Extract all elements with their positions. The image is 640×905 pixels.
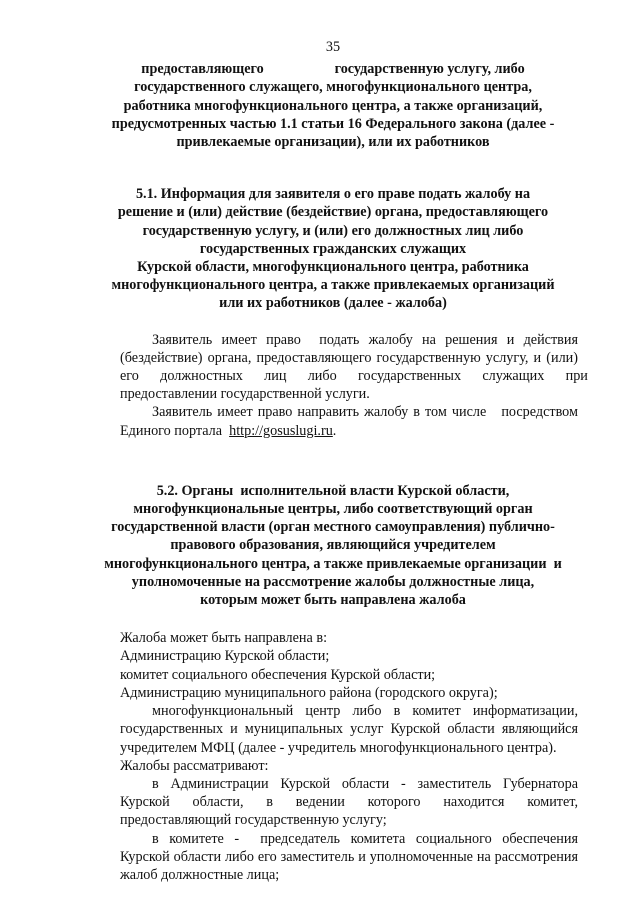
text-line: Заявитель имеет право подать жалобу на решения и действия bbox=[152, 331, 578, 348]
paragraph-administration bbox=[88, 775, 578, 830]
text-line: государственных и муниципальных услуг Курской области являющийся bbox=[120, 721, 578, 738]
heading-line: предусмотренных частью 1.1 статьи 16 Федерального закона (далее - bbox=[111, 115, 555, 132]
text-line: Жалоба может быть направлена в: bbox=[120, 630, 328, 647]
text-line: комитет социального обеспечения Курской области; bbox=[120, 666, 436, 683]
heading-line: государственных гражданских служащих bbox=[199, 240, 467, 257]
page-number: 35 bbox=[325, 39, 341, 55]
text-line: учредителем МФЦ (далее - учредитель многофункционального центра). bbox=[120, 739, 557, 756]
heading-line: Курской области, многофункционального центра, работника bbox=[137, 259, 529, 276]
heading-line: решение и (или) действие (бездействие) органа, предоставляющего bbox=[117, 204, 549, 221]
section-5-1-heading bbox=[88, 185, 578, 312]
portal-suffix: . bbox=[332, 422, 337, 439]
text-line: предоставлении государственной услуги. bbox=[120, 386, 370, 403]
section-5-1-body bbox=[88, 331, 588, 440]
heading-line: государственного служащего, многофункционального центра, bbox=[134, 79, 532, 96]
text-line: предоставляющий государственную услугу; bbox=[120, 812, 387, 829]
text-line: Заявитель имеет право направить жалобу в том числе посредством bbox=[152, 404, 578, 421]
heading-line: предоставляющего государственную услугу, либо bbox=[141, 61, 525, 78]
paragraph-committee bbox=[88, 830, 578, 885]
text-line: в Администрации Курской области - заместитель Губернатора bbox=[152, 775, 578, 792]
heading-line: привлекаемые организации), или их работников bbox=[176, 134, 490, 151]
text-line: жалоб должностные лица; bbox=[120, 866, 280, 883]
heading-line: государственной власти (орган местного самоуправления) публично- bbox=[111, 519, 555, 536]
text-line: Курской области, в ведении которого находится комитет, bbox=[120, 794, 578, 811]
section-5-2-heading bbox=[88, 482, 578, 609]
heading-line: 5.2. Органы исполнительной власти Курской области, bbox=[156, 482, 510, 499]
heading-line: многофункционального центра, а также привлекаемых организаций bbox=[111, 277, 555, 294]
portal-prefix: Единого портала bbox=[120, 422, 230, 439]
heading-line: или их работников (далее - жалоба) bbox=[219, 295, 447, 312]
heading-line: работника многофункционального центра, а также организаций, bbox=[123, 97, 543, 114]
heading-line: многофункционального центра, а также привлекаемые организации и bbox=[104, 555, 562, 572]
paragraph-right-to-complain bbox=[88, 331, 588, 404]
heading-line: уполномоченные на рассмотрение жалобы должностные лица, bbox=[131, 573, 535, 590]
paragraph-portal bbox=[88, 403, 578, 439]
text-line bbox=[88, 422, 578, 440]
text-line: Администрацию муниципального района (городского округа); bbox=[120, 684, 498, 701]
text-line: в комитете - председатель комитета социального обеспечения bbox=[152, 830, 578, 847]
text-line: Жалобы рассматривают: bbox=[120, 757, 269, 774]
heading-line: которым может быть направлена жалоба bbox=[200, 592, 466, 609]
heading-line: государственную услугу, и (или) его должностных лиц либо bbox=[142, 222, 524, 239]
text-line: (бездействие) органа, предоставляющего государственную услугу, и (или) bbox=[120, 349, 578, 366]
heading-line: правового образования, являющийся учредителем bbox=[170, 537, 496, 554]
text-line: многофункциональный центр либо в комитет информатизации, bbox=[152, 703, 578, 720]
gosuslugi-link[interactable]: http://gosuslugi.ru bbox=[229, 422, 333, 439]
text-line: Администрацию Курской области; bbox=[120, 648, 330, 665]
section-5-2-body bbox=[88, 629, 578, 884]
heading-line: 5.1. Информация для заявителя о его праве подать жалобу на bbox=[135, 186, 531, 203]
heading-continued bbox=[88, 60, 578, 151]
text-line: Курской области либо его заместитель и уполномоченные на рассмотрения bbox=[120, 848, 578, 865]
heading-line: многофункциональные центры, либо соответствующий орган bbox=[133, 501, 533, 518]
paragraph-mfc bbox=[88, 702, 578, 757]
text-line: его должностных лиц либо государственных служащих при bbox=[120, 368, 588, 385]
